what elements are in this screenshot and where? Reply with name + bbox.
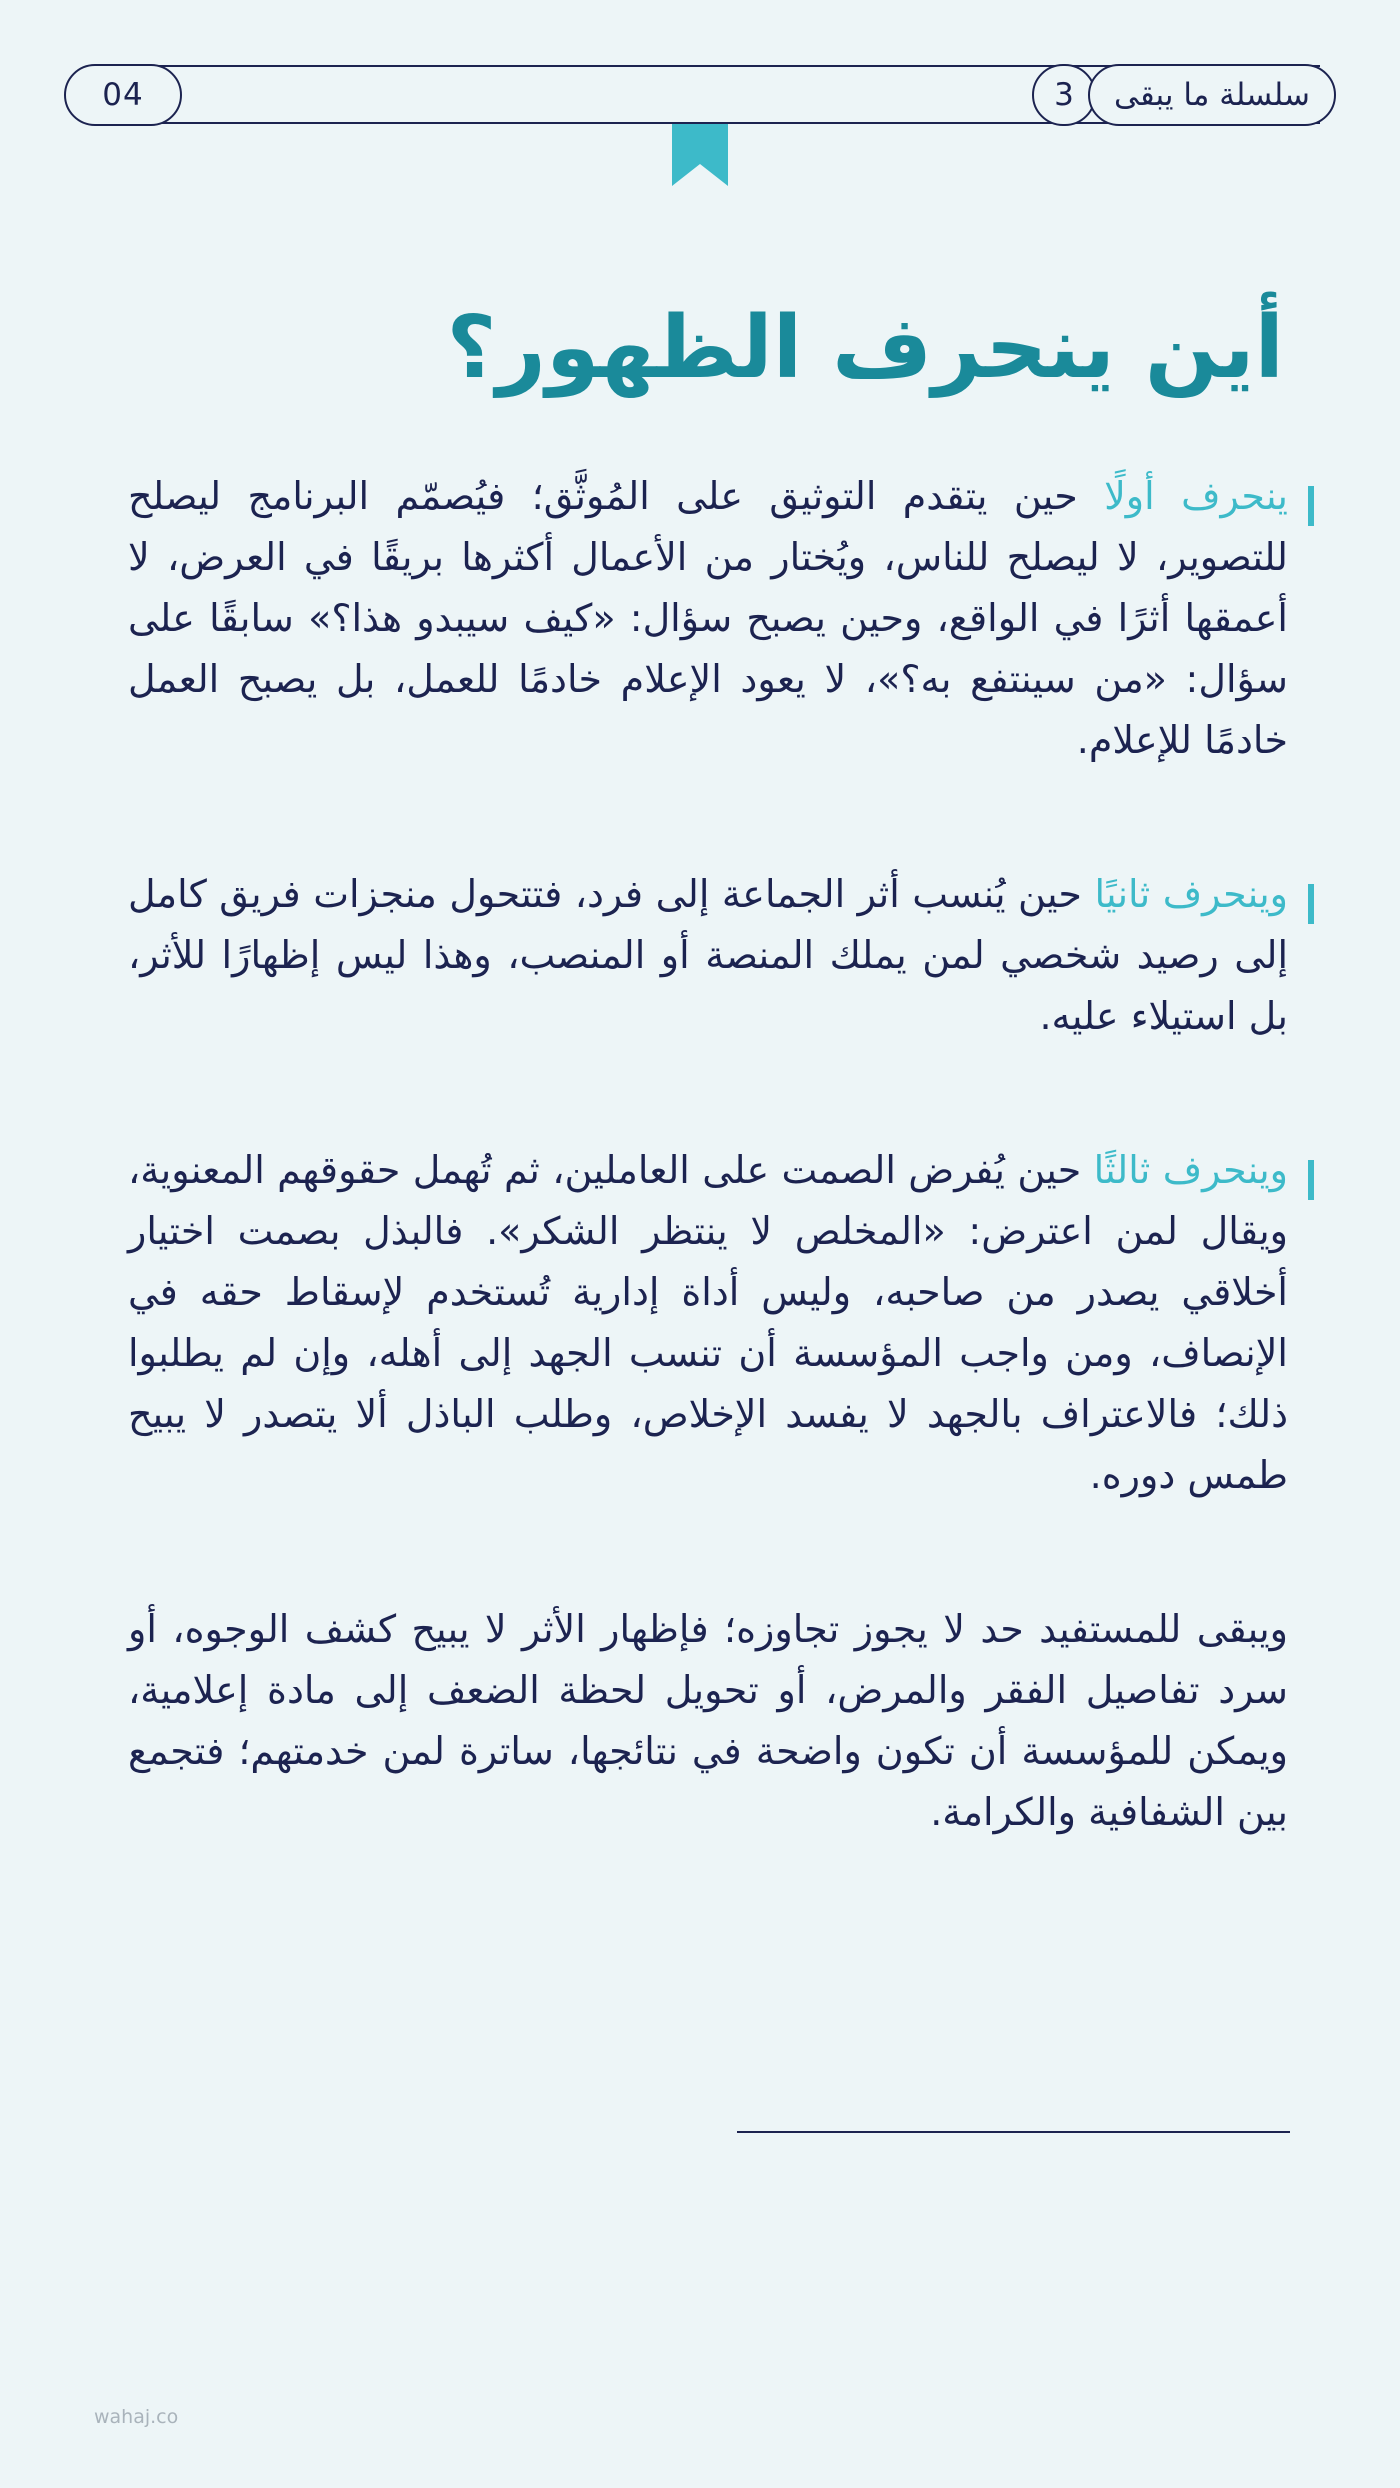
- paragraph-lead: ينحرف أولًا: [1104, 474, 1289, 518]
- article-body: [128, 466, 1288, 1843]
- paragraph-first-deviation: [128, 466, 1288, 771]
- paragraph-lead: وينحرف ثالثًا: [1093, 1148, 1289, 1192]
- paragraph-text: حين يُنسب أثر الجماعة إلى فرد، فتتحول منجزات فريق كامل إلى رصيد شخصي لمن يملك المنصة أو المنصب، وهذا ليس إظهارًا للأثر، بل استيلاء عليه.: [128, 872, 1288, 1038]
- paragraph-text: حين يُفرض الصمت على العاملين، ثم تُهمل حقوقهم المعنوية، ويقال لمن اعترض: «المخلص لا ينتظر الشكر». فالبذل بصمت اختيار أخلاقي يصدر من صاحبه، وليس أداة إدارية تُستخدم لإسقاط حقه في الإنصاف، ومن واجب المؤسسة أن تنسب الجهد إلى أهله، وإن لم يطلبوا ذلك؛ فالاعتراف بالجهد لا يفسد الإخلاص، وطلب الباذل ألا يتصدر لا يبيح طمس دوره.: [128, 1148, 1288, 1497]
- paragraph-text: حين يتقدم التوثيق على المُوثَّق؛ فيُصمّم البرنامج ليصلح للتصوير، لا ليصلح للناس، ويُختار من الأعمال أكثرها بريقًا في العرض، لا أعمقها أثرًا في الواقع، وحين يصبح سؤال: «كيف سيبدو هذا؟» سابقًا على سؤال: «من سينتفع به؟»، لا يعود الإعلام خادمًا للعمل، بل يصبح العمل خادمًا للإعلام.: [128, 474, 1288, 762]
- closing-rule: [737, 2131, 1290, 2133]
- paragraph-text: ويبقى للمستفيد حد لا يجوز تجاوزه؛ فإظهار الأثر لا يبيح كشف الوجوه، أو سرد تفاصيل الفقر والمرض، أو تحويل لحظة الضعف إلى مادة إعلامية، ويمكن للمؤسسة أن تكون واضحة في نتائجها، ساترة لمن خدمتهم؛ فتجمع بين الشفافية والكرامة.: [128, 1607, 1288, 1834]
- paragraph-beneficiary-limits: [128, 1599, 1288, 1843]
- paragraph-third-deviation: [128, 1140, 1288, 1506]
- page-number: 04: [64, 64, 182, 126]
- bookmark-icon: [672, 124, 728, 186]
- paragraph-second-deviation: [128, 864, 1288, 1047]
- page-title: أين ينحرف الظهور؟: [446, 298, 1284, 398]
- series-part-number: 3: [1032, 64, 1096, 126]
- series-name: سلسلة ما يبقى: [1088, 64, 1336, 126]
- paragraph-lead: وينحرف ثانيًا: [1094, 872, 1289, 916]
- footer-credit[interactable]: wahaj.co: [94, 2406, 179, 2428]
